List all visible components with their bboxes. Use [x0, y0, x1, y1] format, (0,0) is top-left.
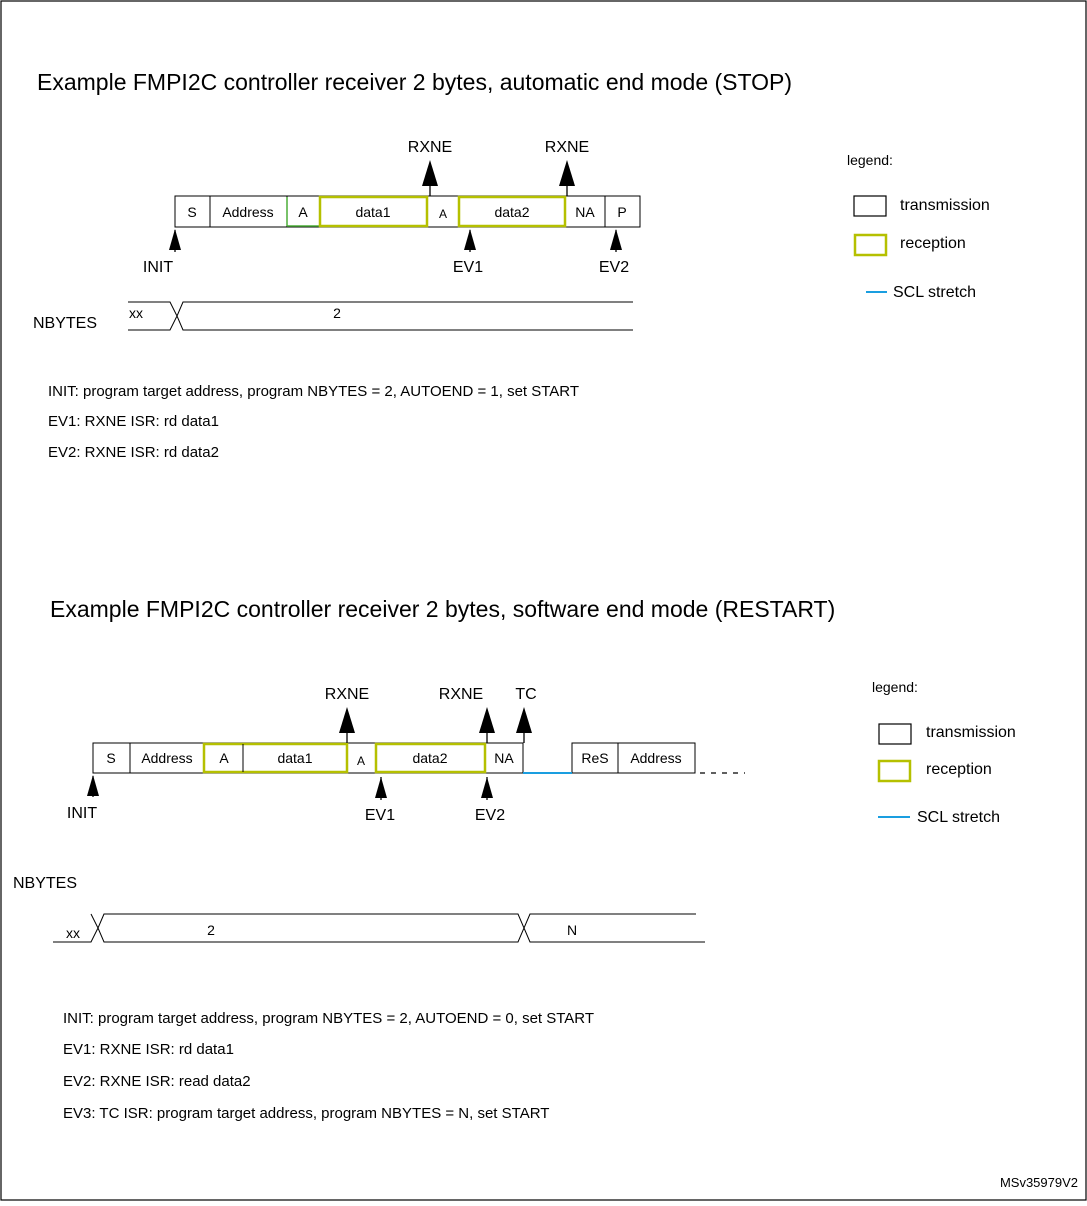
legend-text: transmission [900, 197, 990, 214]
legend-title: legend: [847, 152, 893, 168]
note-line: INIT: program target address, program NBYTES = 2, AUTOEND = 0, set START [63, 1010, 595, 1027]
event-notes [63, 1010, 594, 1122]
note-line: INIT: program target address, program NBYTES = 2, AUTOEND = 1, set START [48, 383, 580, 400]
frame-cell-label: data1 [355, 204, 391, 220]
event-ev2 [599, 229, 629, 276]
event-label: RXNE [407, 139, 453, 156]
legend-text: reception [926, 761, 992, 778]
i2c-frame [93, 743, 745, 773]
event-ev2 [475, 777, 505, 824]
legend-swatch-transmission [854, 196, 886, 216]
event-label: TC [515, 686, 537, 703]
legend-text: SCL stretch [917, 809, 1000, 826]
event-label: EV2 [474, 807, 506, 824]
nbytes-label: NBYTES [13, 875, 78, 892]
event-label: RXNE [544, 139, 590, 156]
frame-cell-label: S [106, 750, 116, 766]
bus-value: xx [129, 305, 143, 321]
frame-cell-label: data2 [494, 204, 530, 220]
frame-cell-label: P [617, 204, 627, 220]
note-line: EV1: RXNE ISR: rd data1 [48, 413, 219, 430]
legend-text: reception [900, 235, 966, 252]
frame-cell-label: A [438, 207, 448, 221]
frame-cell-label: NA [575, 204, 595, 220]
event-rxne-1 [408, 139, 452, 196]
event-ev1 [365, 777, 395, 824]
arrow-up-icon [610, 229, 622, 250]
note-line: EV2: RXNE ISR: read data2 [63, 1073, 251, 1090]
diagram-restart [13, 596, 1016, 1122]
frame-cell-label: Address [222, 204, 274, 220]
legend-swatch-transmission [879, 724, 911, 744]
arrow-up-icon [559, 160, 575, 186]
frame-cell-label: A [219, 750, 229, 766]
event-rxne-1 [325, 686, 369, 743]
legend-text: SCL stretch [893, 284, 976, 301]
arrow-up-icon [516, 707, 532, 733]
bus-value: 2 [207, 922, 215, 938]
frame-cell-label: NA [494, 750, 514, 766]
nbytes-bus [33, 302, 633, 332]
bus-value: 2 [333, 305, 341, 321]
frame-cell-label: data1 [277, 750, 313, 766]
note-line: EV2: RXNE ISR: rd data2 [48, 444, 219, 461]
event-label: EV1 [452, 259, 484, 276]
diagram-title: Example FMPI2C controller receiver 2 bytes, software end mode (RESTART) [50, 596, 836, 622]
event-label: EV2 [598, 259, 630, 276]
arrow-up-icon [169, 229, 181, 250]
frame-cell-label: S [187, 204, 197, 220]
legend [872, 679, 1016, 826]
arrow-up-icon [375, 777, 387, 798]
diagram-title: Example FMPI2C controller receiver 2 bytes, automatic end mode (STOP) [37, 69, 793, 95]
event-init [67, 775, 99, 822]
bus-segment [98, 914, 524, 942]
legend-title: legend: [872, 679, 918, 695]
diagram-stop [33, 69, 990, 461]
frame-cell-label: Address [630, 750, 682, 766]
event-init [143, 229, 181, 276]
legend [847, 152, 990, 301]
arrow-up-icon [481, 777, 493, 798]
arrow-up-icon [464, 229, 476, 250]
event-label: RXNE [438, 686, 484, 703]
bus-value: xx [66, 925, 80, 941]
note-line: EV3: TC ISR: program target address, program NBYTES = N, set START [63, 1105, 550, 1122]
legend-swatch-reception [855, 235, 886, 255]
event-ev1 [453, 229, 483, 276]
bus-segment [177, 302, 633, 330]
arrow-up-icon [479, 707, 495, 733]
event-label: INIT [142, 259, 174, 276]
bus-value: N [566, 922, 578, 938]
frame-cell-label: data2 [412, 750, 448, 766]
frame-cell-label: Address [141, 750, 193, 766]
legend-text: transmission [926, 724, 1016, 741]
arrow-up-icon [339, 707, 355, 733]
i2c-frame [175, 196, 640, 227]
arrow-up-icon [87, 775, 99, 796]
event-tc [515, 686, 536, 743]
bus-segment [524, 914, 705, 942]
event-rxne-2 [545, 139, 589, 196]
event-label: RXNE [324, 686, 370, 703]
event-notes [48, 383, 579, 461]
nbytes-bus [13, 875, 705, 942]
note-line: EV1: RXNE ISR: rd data1 [63, 1041, 234, 1058]
event-label: INIT [66, 805, 98, 822]
frame-cell-label: A [298, 204, 308, 220]
event-label: EV1 [364, 807, 396, 824]
arrow-up-icon [422, 160, 438, 186]
nbytes-label: NBYTES [33, 315, 98, 332]
event-rxne-2 [439, 686, 495, 743]
figure-reference: MSv35979V2 [999, 1175, 1078, 1190]
frame-cell-label: A [356, 754, 366, 768]
frame-cell-label: ReS [581, 750, 609, 766]
legend-swatch-reception [879, 761, 910, 781]
